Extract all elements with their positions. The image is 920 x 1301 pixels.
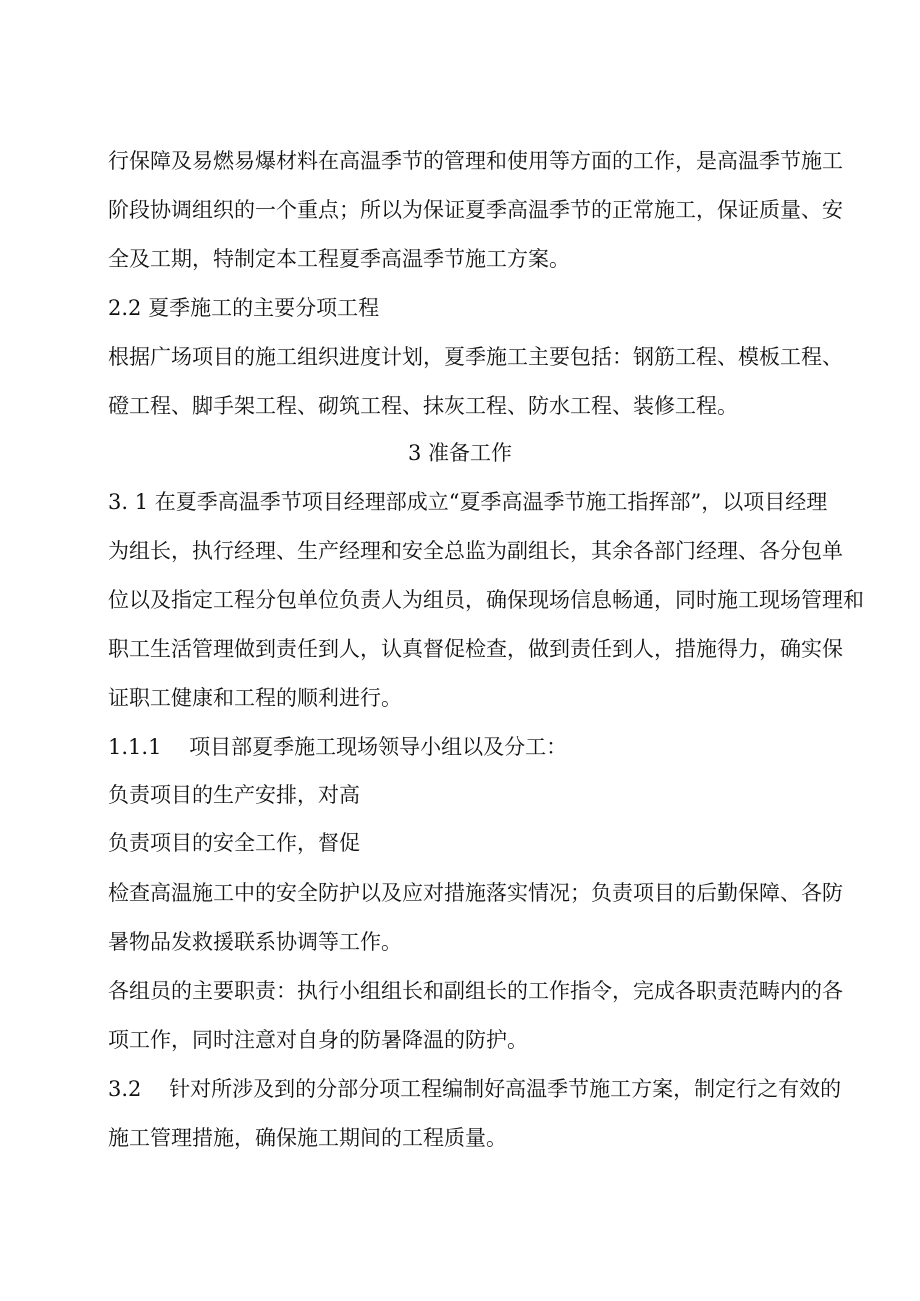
- paragraph-line: 行保障及易燃易爆材料在高温季节的管理和使用等方面的工作，是高温季节施工: [108, 149, 843, 173]
- paragraph-line: 负责项目的生产安排，对高: [108, 783, 360, 807]
- paragraph-line: 阶段协调组织的一个重点；所以为保证夏季高温季节的正常施工，保证质量、安: [108, 198, 843, 222]
- paragraph-line: 检查高温施工中的安全防护以及应对措施落实情况；负责项目的后勤保障、各防: [108, 881, 843, 905]
- subsection-heading-3-2: 3.2 针对所涉及到的分部分项工程编制好高温季节施工方案，制定行之有效的: [108, 1077, 842, 1101]
- paragraph-line: 根据广场项目的施工组织进度计划，夏季施工主要包括：钢筋工程、模板工程、: [108, 345, 843, 369]
- paragraph-line: 负责项目的安全工作，督促: [108, 831, 360, 855]
- paragraph-line: 3. 1 在夏季高温季节项目经理部成立“夏季高温季节施工指挥部”，以项目经理: [108, 490, 828, 514]
- paragraph-line: 磴工程、脚手架工程、砌筑工程、抹灰工程、防水工程、装修工程。: [108, 394, 738, 418]
- paragraph-line: 施工管理措施，确保施工期间的工程质量。: [108, 1126, 507, 1150]
- paragraph-line: 项工作，同时注意对自身的防暑降温的防护。: [108, 1028, 528, 1052]
- paragraph-line: 职工生活管理做到责任到人，认真督促检查，做到责任到人，措施得力，确实保: [108, 637, 843, 661]
- paragraph-line: 各组员的主要职责：执行小组组长和副组长的工作指令，完成各职责范畴内的各: [108, 979, 843, 1003]
- section-heading-3: 3 准备工作: [407, 441, 513, 465]
- paragraph-line: 为组长，执行经理、生产经理和安全总监为副组长，其余各部门经理、各分包单: [108, 539, 843, 563]
- section-heading-2-2: 2.2 夏季施工的主要分项工程: [108, 296, 380, 320]
- subsection-heading-1-1-1: 1.1.1 项目部夏季施工现场领导小组以及分工：: [108, 735, 568, 759]
- paragraph-line: 证职工健康和工程的顺利进行。: [108, 686, 402, 710]
- paragraph-line: 全及工期，特制定本工程夏季高温季节施工方案。: [108, 247, 570, 271]
- paragraph-line: 暑物品发救援联系协调等工作。: [108, 930, 402, 954]
- paragraph-line: 位以及指定工程分包单位负责人为组员，确保现场信息畅通，同时施工现场管理和: [108, 588, 864, 612]
